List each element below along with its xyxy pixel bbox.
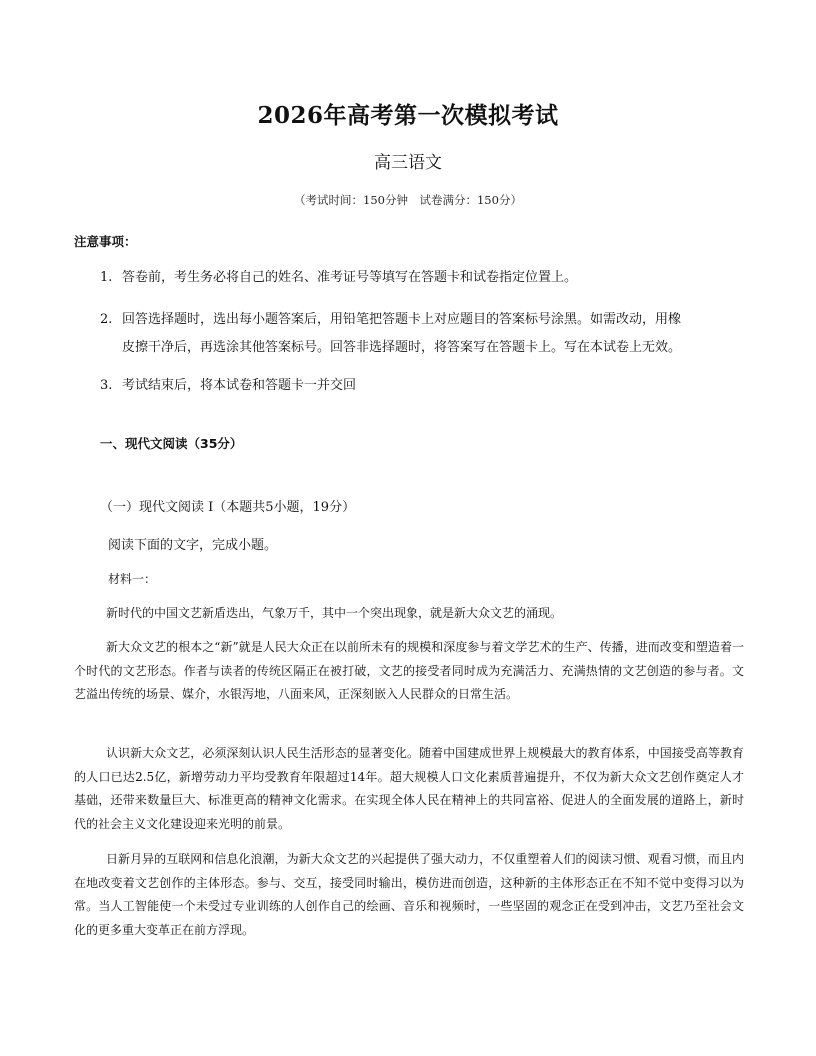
exam-subject: 高三语文 <box>374 153 442 173</box>
section-subheading: （一）现代文阅读 I（本题共5小题，19分） <box>100 500 356 515</box>
exam-info: （考试时间：150分钟 试卷满分：150分） <box>294 193 522 207</box>
notice-heading: 注意事项： <box>74 234 137 249</box>
section-heading: 一、现代文阅读（35分） <box>100 436 243 451</box>
notice-item-text: 考试结束后，将本试卷和答题卡一并交回 <box>122 378 357 393</box>
notice-item-2 <box>100 306 740 362</box>
notice-item-text-continued: 皮擦干净后，再选涂其他答案标号。回答非选择题时，将答案写在答题卡上。写在本试卷上无效。 <box>122 340 682 355</box>
notice-item-1 <box>100 264 740 292</box>
material-label: 材料一： <box>108 572 157 586</box>
notice-item-text: 回答选择题时，选出每小题答案后，用铅笔把答题卡上对应题目的答案标号涂黑。如需改动，用橡 <box>122 312 682 327</box>
notice-item-text: 答卷前，考生务必将自己的姓名、准考证号等填写在答题卡和试卷指定位置上。 <box>122 270 578 285</box>
material-paragraph: 新时代的中国文艺新盾迭出，气象万千，其中一个突出现象，就是新大众文艺的涌现。 <box>106 606 563 620</box>
exam-title: 2026年高考第一次模拟考试 <box>257 102 559 129</box>
reading-instruction: 阅读下面的文字，完成小题。 <box>108 538 278 553</box>
material-paragraph: 新大众文艺的根本之“新”就是人民大众正在以前所未有的规模和深度参与着文学艺术的生产、传播，进而改变和塑造着一个时代的文艺形态。作者与读者的传统区隔正在被打破，文艺的接受者同时成为充满活力、充满热情的文艺创造的参与者。文艺溢出传统的场景、媒介，水银泻地，八面来风，正深刻嵌入人民群众的日常生活。 <box>74 640 744 701</box>
material-paragraph: 认识新大众文艺，必须深刻认识人民生活形态的显著变化。随着中国建成世界上规模最大的教育体系，中国接受高等教育的人口已达2.5亿，新增劳动力平均受教育年限超过14年。超大规模人口文化素质普遍提升，不仅为新大众文艺创作奠定人才基础，还带来数量巨大、标准更高的精神文化需求。在实现全体人民在精神上的共同富裕、促进人的全面发展的道路上，新时代的社会主义文化建设迎来光明的前景。 <box>74 746 744 831</box>
notice-item-number: 2. <box>100 312 113 327</box>
material-paragraph: 日新月异的互联网和信息化浪潮，为新大众文艺的兴起提供了强大动力，不仅重塑着人们的阅读习惯、观看习惯，而且内在地改变着文艺创作的主体形态。参与、交互，接受同时输出，模仿进而创造，这种新的主体形态正在不知不觉中变得习以为常。当人工智能使一个未受过专业训练的人创作自己的绘画、音乐和视频时，一些坚固的观念正在受到冲击，文艺乃至社会文化的更多重大变革正在前方浮现。 <box>74 852 744 937</box>
notice-item-number: 1. <box>100 270 113 285</box>
notice-item-number: 3. <box>100 378 113 393</box>
notice-item-3 <box>100 372 740 400</box>
